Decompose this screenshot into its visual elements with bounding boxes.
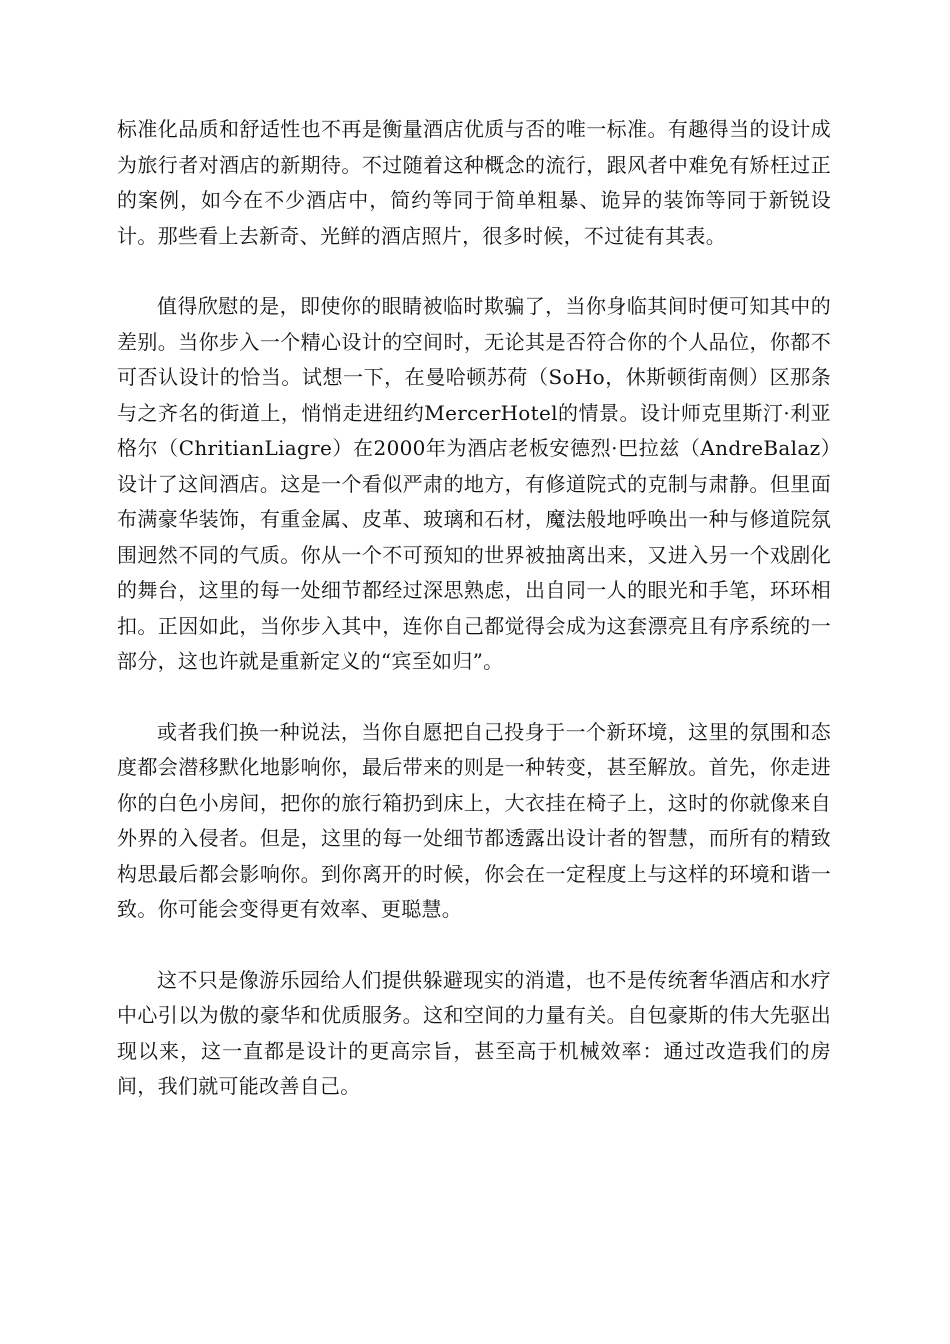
- paragraph-3: 或者我们换一种说法，当你自愿把自己投身于一个新环境，这里的氛围和态度都会潜移默化地影响你，最后带来的则是一种转变，甚至解放。首先，你走进你的白色小房间，把你的旅行箱扔到床上，大衣挂在椅子上，这时的你就像来自外界的入侵者。但是，这里的每一处细节都透露出设计者的智慧，而所有的精致构思最后都会影响你。到你离开的时候，你会在一定程度上与这样的环境和谐一致。你可能会变得更有效率、更聪慧。: [117, 719, 831, 921]
- paragraph-2: 值得欣慰的是，即使你的眼睛被临时欺骗了，当你身临其间时便可知其中的差别。当你步入一个精心设计的空间时，无论其是否符合你的个人品位，你都不可否认设计的恰当。试想一下，在曼哈顿苏荷（SoHo，休斯顿街南侧）区那条与之齐名的街道上，悄悄走进纽约MercerHotel的情景。设计师克里斯汀·利亚格尔（ChritianLiagre）在2000年为酒店老板安德烈·巴拉兹（AndreBalaz）设计了这间酒店。这是一个看似严肃的地方，有修道院式的克制与肃静。但里面布满豪华装饰，有重金属、皮革、玻璃和石材，魔法般地呼唤出一种与修道院氛围迥然不同的气质。你从一个不可预知的世界被抽离出来，又进入另一个戏剧化的舞台，这里的每一处细节都经过深思熟虑，出自同一人的眼光和手笔，环环相扣。正因如此，当你步入其中，连你自己都觉得会成为这套漂亮且有序系统的一部分，这也许就是重新定义的“宾至如归”。: [117, 294, 831, 673]
- paragraph-1: 标准化品质和舒适性也不再是衡量酒店优质与否的唯一标准。有趣得当的设计成为旅行者对酒店的新期待。不过随着这种概念的流行，跟风者中难免有矫枉过正的案例，如今在不少酒店中，简约等同于简单粗暴、诡异的装饰等同于新锐设计。那些看上去新奇、光鲜的酒店照片，很多时候，不过徒有其表。: [117, 117, 831, 248]
- paragraph-4: 这不只是像游乐园给人们提供躲避现实的消遣，也不是传统奢华酒店和水疗中心引以为傲的豪华和优质服务。这和空间的力量有关。自包豪斯的伟大先驱出现以来，这一直都是设计的更高宗旨，甚至高于机械效率：通过改造我们的房间，我们就可能改善自己。: [117, 967, 831, 1098]
- document-body: [117, 112, 831, 1140]
